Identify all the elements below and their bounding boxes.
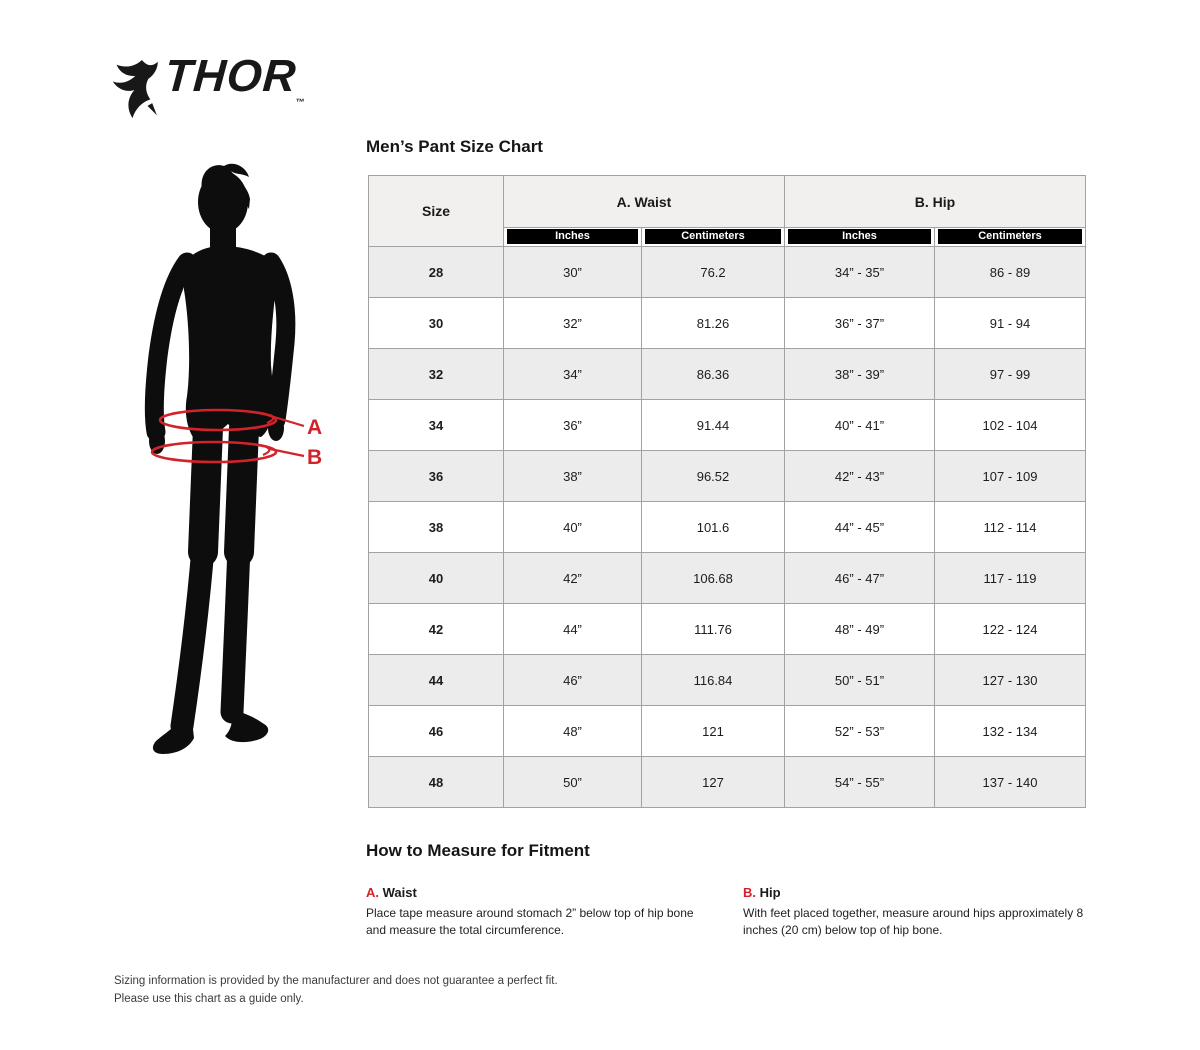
footnote (114, 973, 558, 1009)
thor-goat-icon (110, 58, 170, 120)
measure-name-hip: Hip (759, 885, 781, 900)
measure-item-waist (366, 885, 743, 940)
size-cell: 32 (369, 349, 504, 400)
measure-name-waist: Waist (382, 885, 417, 900)
value-cell: 38” (504, 451, 642, 502)
value-cell: 40” (504, 502, 642, 553)
table-row (369, 247, 1086, 298)
value-cell: 52” - 53” (785, 706, 935, 757)
value-cell: 117 - 119 (935, 553, 1086, 604)
value-cell: 116.84 (642, 655, 785, 706)
measure-columns (366, 885, 1090, 940)
waist-inches-header-cell (504, 228, 642, 247)
value-cell: 127 - 130 (935, 655, 1086, 706)
value-cell: 107 - 109 (935, 451, 1086, 502)
value-cell: 40” - 41” (785, 400, 935, 451)
trademark-symbol: ™ (295, 97, 305, 107)
value-cell: 50” (504, 757, 642, 808)
table-row (369, 400, 1086, 451)
measure-item-hip (743, 885, 1090, 940)
value-cell: 101.6 (642, 502, 785, 553)
value-cell: 34” - 35” (785, 247, 935, 298)
size-cell: 38 (369, 502, 504, 553)
measure-label-a: A (307, 416, 323, 439)
footnote-line-2: Please use this chart as a guide only. (114, 992, 304, 1005)
body-silhouette-figure (120, 160, 340, 775)
value-cell: 112 - 114 (935, 502, 1086, 553)
size-cell: 42 (369, 604, 504, 655)
measure-text-waist: Place tape measure around stomach 2” below top of hip bone and measure the total circumference. (366, 906, 694, 938)
table-row (369, 451, 1086, 502)
value-cell: 54” - 55” (785, 757, 935, 808)
hip-group-header: B. Hip (785, 176, 1086, 228)
footnote-line-1: Sizing information is provided by the manufacturer and does not guarantee a perfect fit. (114, 975, 558, 987)
table-row (369, 655, 1086, 706)
table-row (369, 349, 1086, 400)
table-row (369, 706, 1086, 757)
size-cell: 40 (369, 553, 504, 604)
table-row (369, 502, 1086, 553)
size-cell: 28 (369, 247, 504, 298)
waist-centimeters-header: Centimeters (645, 229, 781, 244)
value-cell: 36” (504, 400, 642, 451)
waist-group-header: A. Waist (504, 176, 785, 228)
value-cell: 30” (504, 247, 642, 298)
value-cell: 81.26 (642, 298, 785, 349)
measure-title: How to Measure for Fitment (366, 841, 590, 860)
thor-wordmark (161, 46, 309, 132)
value-cell: 42” (504, 553, 642, 604)
measure-heading-hip (743, 885, 1090, 900)
value-cell: 48” - 49” (785, 604, 935, 655)
value-cell: 34” (504, 349, 642, 400)
size-cell: 48 (369, 757, 504, 808)
value-cell: 36” - 37” (785, 298, 935, 349)
value-cell: 50” - 51” (785, 655, 935, 706)
hip-centimeters-header-cell (935, 228, 1086, 247)
value-cell: 32” (504, 298, 642, 349)
measure-letter-b: B. (743, 885, 756, 900)
value-cell: 76.2 (642, 247, 785, 298)
size-cell: 46 (369, 706, 504, 757)
size-column-header: Size (369, 176, 504, 247)
value-cell: 122 - 124 (935, 604, 1086, 655)
size-cell: 44 (369, 655, 504, 706)
value-cell: 42” - 43” (785, 451, 935, 502)
brand-text: THOR (163, 50, 299, 101)
value-cell: 46” (504, 655, 642, 706)
size-cell: 34 (369, 400, 504, 451)
hip-inches-header-cell (785, 228, 935, 247)
waist-inches-header: Inches (507, 229, 638, 244)
value-cell: 91 - 94 (935, 298, 1086, 349)
value-cell: 38” - 39” (785, 349, 935, 400)
value-cell: 137 - 140 (935, 757, 1086, 808)
value-cell: 127 (642, 757, 785, 808)
value-cell: 132 - 134 (935, 706, 1086, 757)
measure-section (366, 841, 1090, 940)
value-cell: 91.44 (642, 400, 785, 451)
hip-inches-header: Inches (788, 229, 931, 244)
value-cell: 97 - 99 (935, 349, 1086, 400)
value-cell: 121 (642, 706, 785, 757)
value-cell: 44” (504, 604, 642, 655)
value-cell: 96.52 (642, 451, 785, 502)
hip-centimeters-header: Centimeters (938, 229, 1082, 244)
value-cell: 86 - 89 (935, 247, 1086, 298)
value-cell: 111.76 (642, 604, 785, 655)
table-row (369, 553, 1086, 604)
value-cell: 106.68 (642, 553, 785, 604)
value-cell: 44” - 45” (785, 502, 935, 553)
size-chart-table (368, 175, 1086, 808)
table-row (369, 298, 1086, 349)
table-row (369, 757, 1086, 808)
measure-text-hip: With feet placed together, measure around hips approximately 8 inches (20 cm) below top of hip bone. (743, 906, 1084, 938)
waist-centimeters-header-cell (642, 228, 785, 247)
measure-label-b: B (307, 446, 323, 469)
value-cell: 86.36 (642, 349, 785, 400)
chart-title: Men’s Pant Size Chart (366, 137, 543, 156)
table-row (369, 604, 1086, 655)
measure-letter-a: A. (366, 885, 379, 900)
size-cell: 36 (369, 451, 504, 502)
measure-heading-waist (366, 885, 743, 900)
value-cell: 48” (504, 706, 642, 757)
size-table-body (369, 247, 1086, 808)
size-cell: 30 (369, 298, 504, 349)
value-cell: 102 - 104 (935, 400, 1086, 451)
thor-logo (110, 46, 306, 132)
value-cell: 46” - 47” (785, 553, 935, 604)
